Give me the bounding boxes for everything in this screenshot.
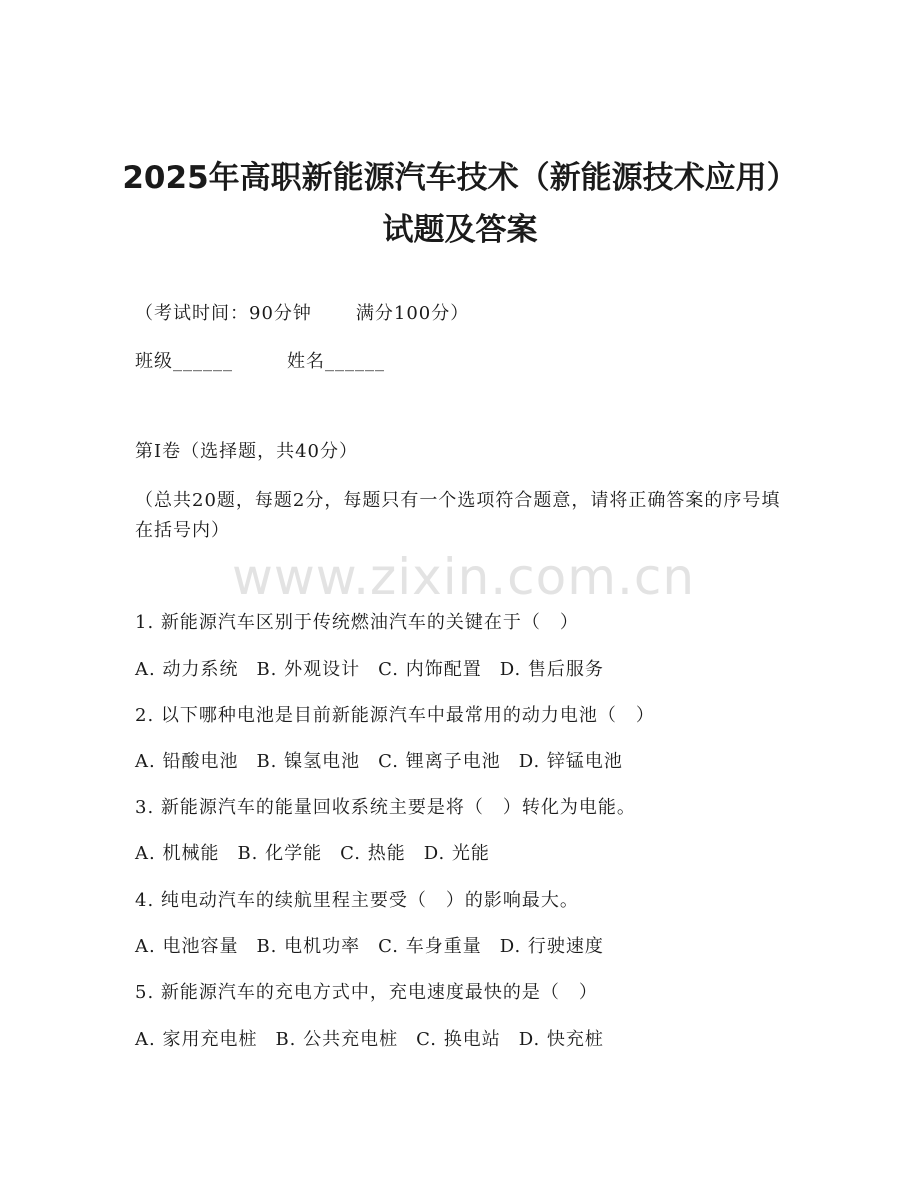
exam-info: [135, 300, 469, 328]
option: D. 行驶速度: [499, 936, 604, 957]
question-stem: 1. 新能源汽车区别于传统燃油汽车的关键在于（ ）: [135, 612, 579, 633]
option: B. 电机功率: [256, 936, 361, 957]
exam-time: （考试时间：90分钟: [135, 303, 312, 324]
option: C. 车身重量: [378, 936, 482, 957]
question-stem: 3. 新能源汽车的能量回收系统主要是将（ ）转化为电能。: [135, 797, 636, 818]
option: A. 铅酸电池: [135, 751, 239, 772]
option: A. 家用充电桩: [135, 1029, 258, 1050]
option: B. 外观设计: [256, 659, 361, 680]
section-heading: 第I卷（选择题，共40分）: [135, 441, 359, 462]
option: C. 内饰配置: [378, 659, 482, 680]
option: C. 换电站: [416, 1029, 501, 1050]
option: D. 售后服务: [499, 659, 604, 680]
question-options: [135, 1026, 622, 1054]
option: B. 化学能: [237, 843, 323, 864]
option: D. 快充桩: [518, 1029, 604, 1050]
option: D. 锌锰电池: [518, 751, 623, 772]
option: A. 动力系统: [135, 659, 239, 680]
question-stem: 5. 新能源汽车的充电方式中，充电速度最快的是（ ）: [135, 982, 598, 1003]
question-options: [135, 840, 508, 868]
option: A. 机械能: [135, 843, 220, 864]
question-stem: 2. 以下哪种电池是目前新能源汽车中最常用的动力电池（ ）: [135, 705, 655, 726]
option: A. 电池容量: [135, 936, 239, 957]
question-options: [135, 933, 622, 961]
document-title: 2025年高职新能源汽车技术（新能源技术应用）试题及答案: [122, 160, 798, 248]
student-info: [135, 348, 385, 376]
option: C. 锂离子电池: [378, 751, 501, 772]
option: B. 镍氢电池: [256, 751, 361, 772]
option: D. 光能: [423, 843, 490, 864]
question-options: [135, 748, 641, 776]
question-stem: 4. 纯电动汽车的续航里程主要受（ ）的影响最大。: [135, 890, 579, 911]
section-instructions: （总共20题，每题2分，每题只有一个选项符合题意，请将正确答案的序号填在括号内）: [135, 490, 781, 541]
exam-score: 满分100分）: [355, 303, 470, 324]
question-options: [135, 656, 622, 684]
watermark: www.zixin.com.cn: [232, 548, 696, 606]
option: B. 公共充电桩: [275, 1029, 399, 1050]
class-field: 班级______: [135, 351, 233, 372]
option: C. 热能: [340, 843, 406, 864]
name-field: 姓名______: [287, 351, 385, 372]
